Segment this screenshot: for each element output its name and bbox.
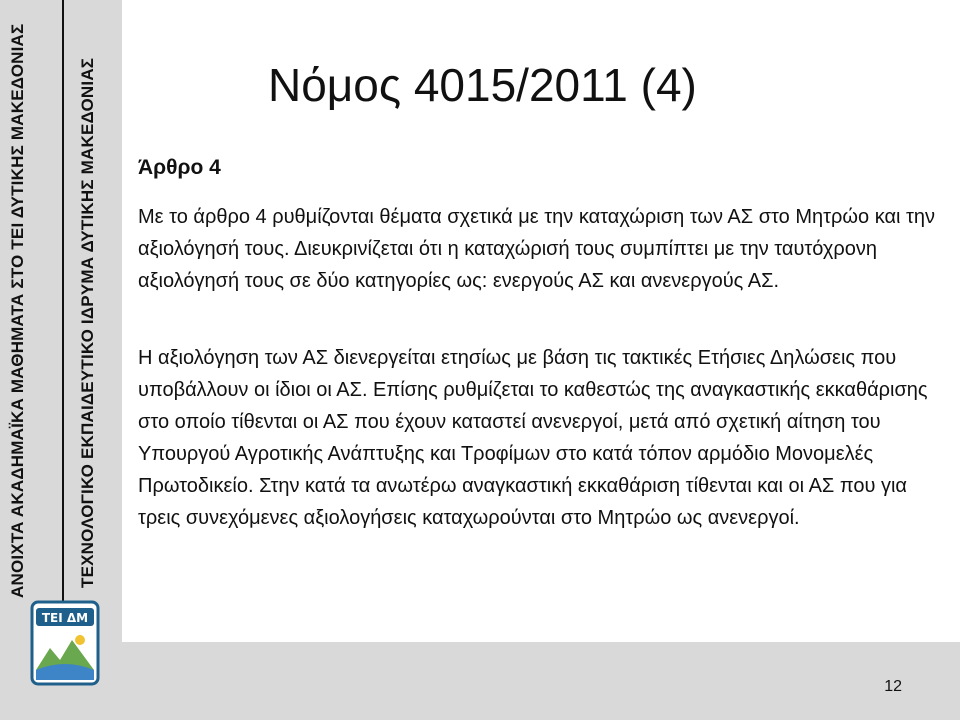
page-title: Νόμος 4015/2011 (4) bbox=[268, 59, 697, 111]
logo-text: ΤΕΙ ΔΜ bbox=[41, 611, 89, 625]
page-number: 12 bbox=[884, 678, 902, 695]
footer-bar bbox=[122, 642, 960, 720]
sidebar-divider bbox=[62, 0, 64, 625]
sidebar-inner-text: ΤΕΧΝΟΛΟΓΙΚΟ ΕΚΠΑΙΔΕΥΤΙΚΟ ΙΔΡΥΜΑ ΔΥΤΙΚΗΣ ΜΑΚΕΔΟΝΙΑΣ bbox=[78, 58, 97, 589]
tei-logo bbox=[30, 600, 100, 686]
sidebar bbox=[0, 0, 122, 720]
paragraph-1: Με το άρθρο 4 ρυθμίζονται θέματα σχετικά με την καταχώριση των ΑΣ στο Μητρώο και την αξιολόγησή τους. Διευκρινίζεται ότι η καταχώρισή τους συμπίπτει με την ταυτόχρονη αξιολόγησή τους σε δύο κατηγορίες ως: ενεργούς ΑΣ και ανενεργούς ΑΣ. bbox=[138, 206, 936, 292]
article-heading: Άρθρο 4 bbox=[138, 156, 221, 179]
sidebar-outer-text: ΑΝΟΙΧΤΑ ΑΚΑΔΗΜΑΪΚΑ ΜΑΘΗΜΑΤΑ ΣΤΟ ΤΕΙ ΔΥΤΙΚΗΣ ΜΑΚΕΔΟΝΙΑΣ bbox=[8, 23, 27, 598]
paragraph-2: Η αξιολόγηση των ΑΣ διενεργείται ετησίως με βάση τις τακτικές Ετήσιες Δηλώσεις που υποβάλλουν οι ίδιοι οι ΑΣ. Επίσης ρυθμίζεται το καθεστώς της αναγκαστικής εκκαθάρισης στο οποίο τίθενται οι ΑΣ που έχουν καταστεί ανενεργοί, μετά από σχετική αίτηση του Υπουργού Αγροτικής Ανάπτυξης και Τροφίμων στο κατά τόπον αρμόδιο Μονομελές Πρωτοδικείο. Στην κατά τα ανωτέρω αναγκαστική εκκαθάριση τίθενται και οι ΑΣ που για τρεις συνεχόμενες αξιολογήσεις καταχωρούνται στο Μητρώο ως ανενεργοί. bbox=[138, 347, 928, 529]
